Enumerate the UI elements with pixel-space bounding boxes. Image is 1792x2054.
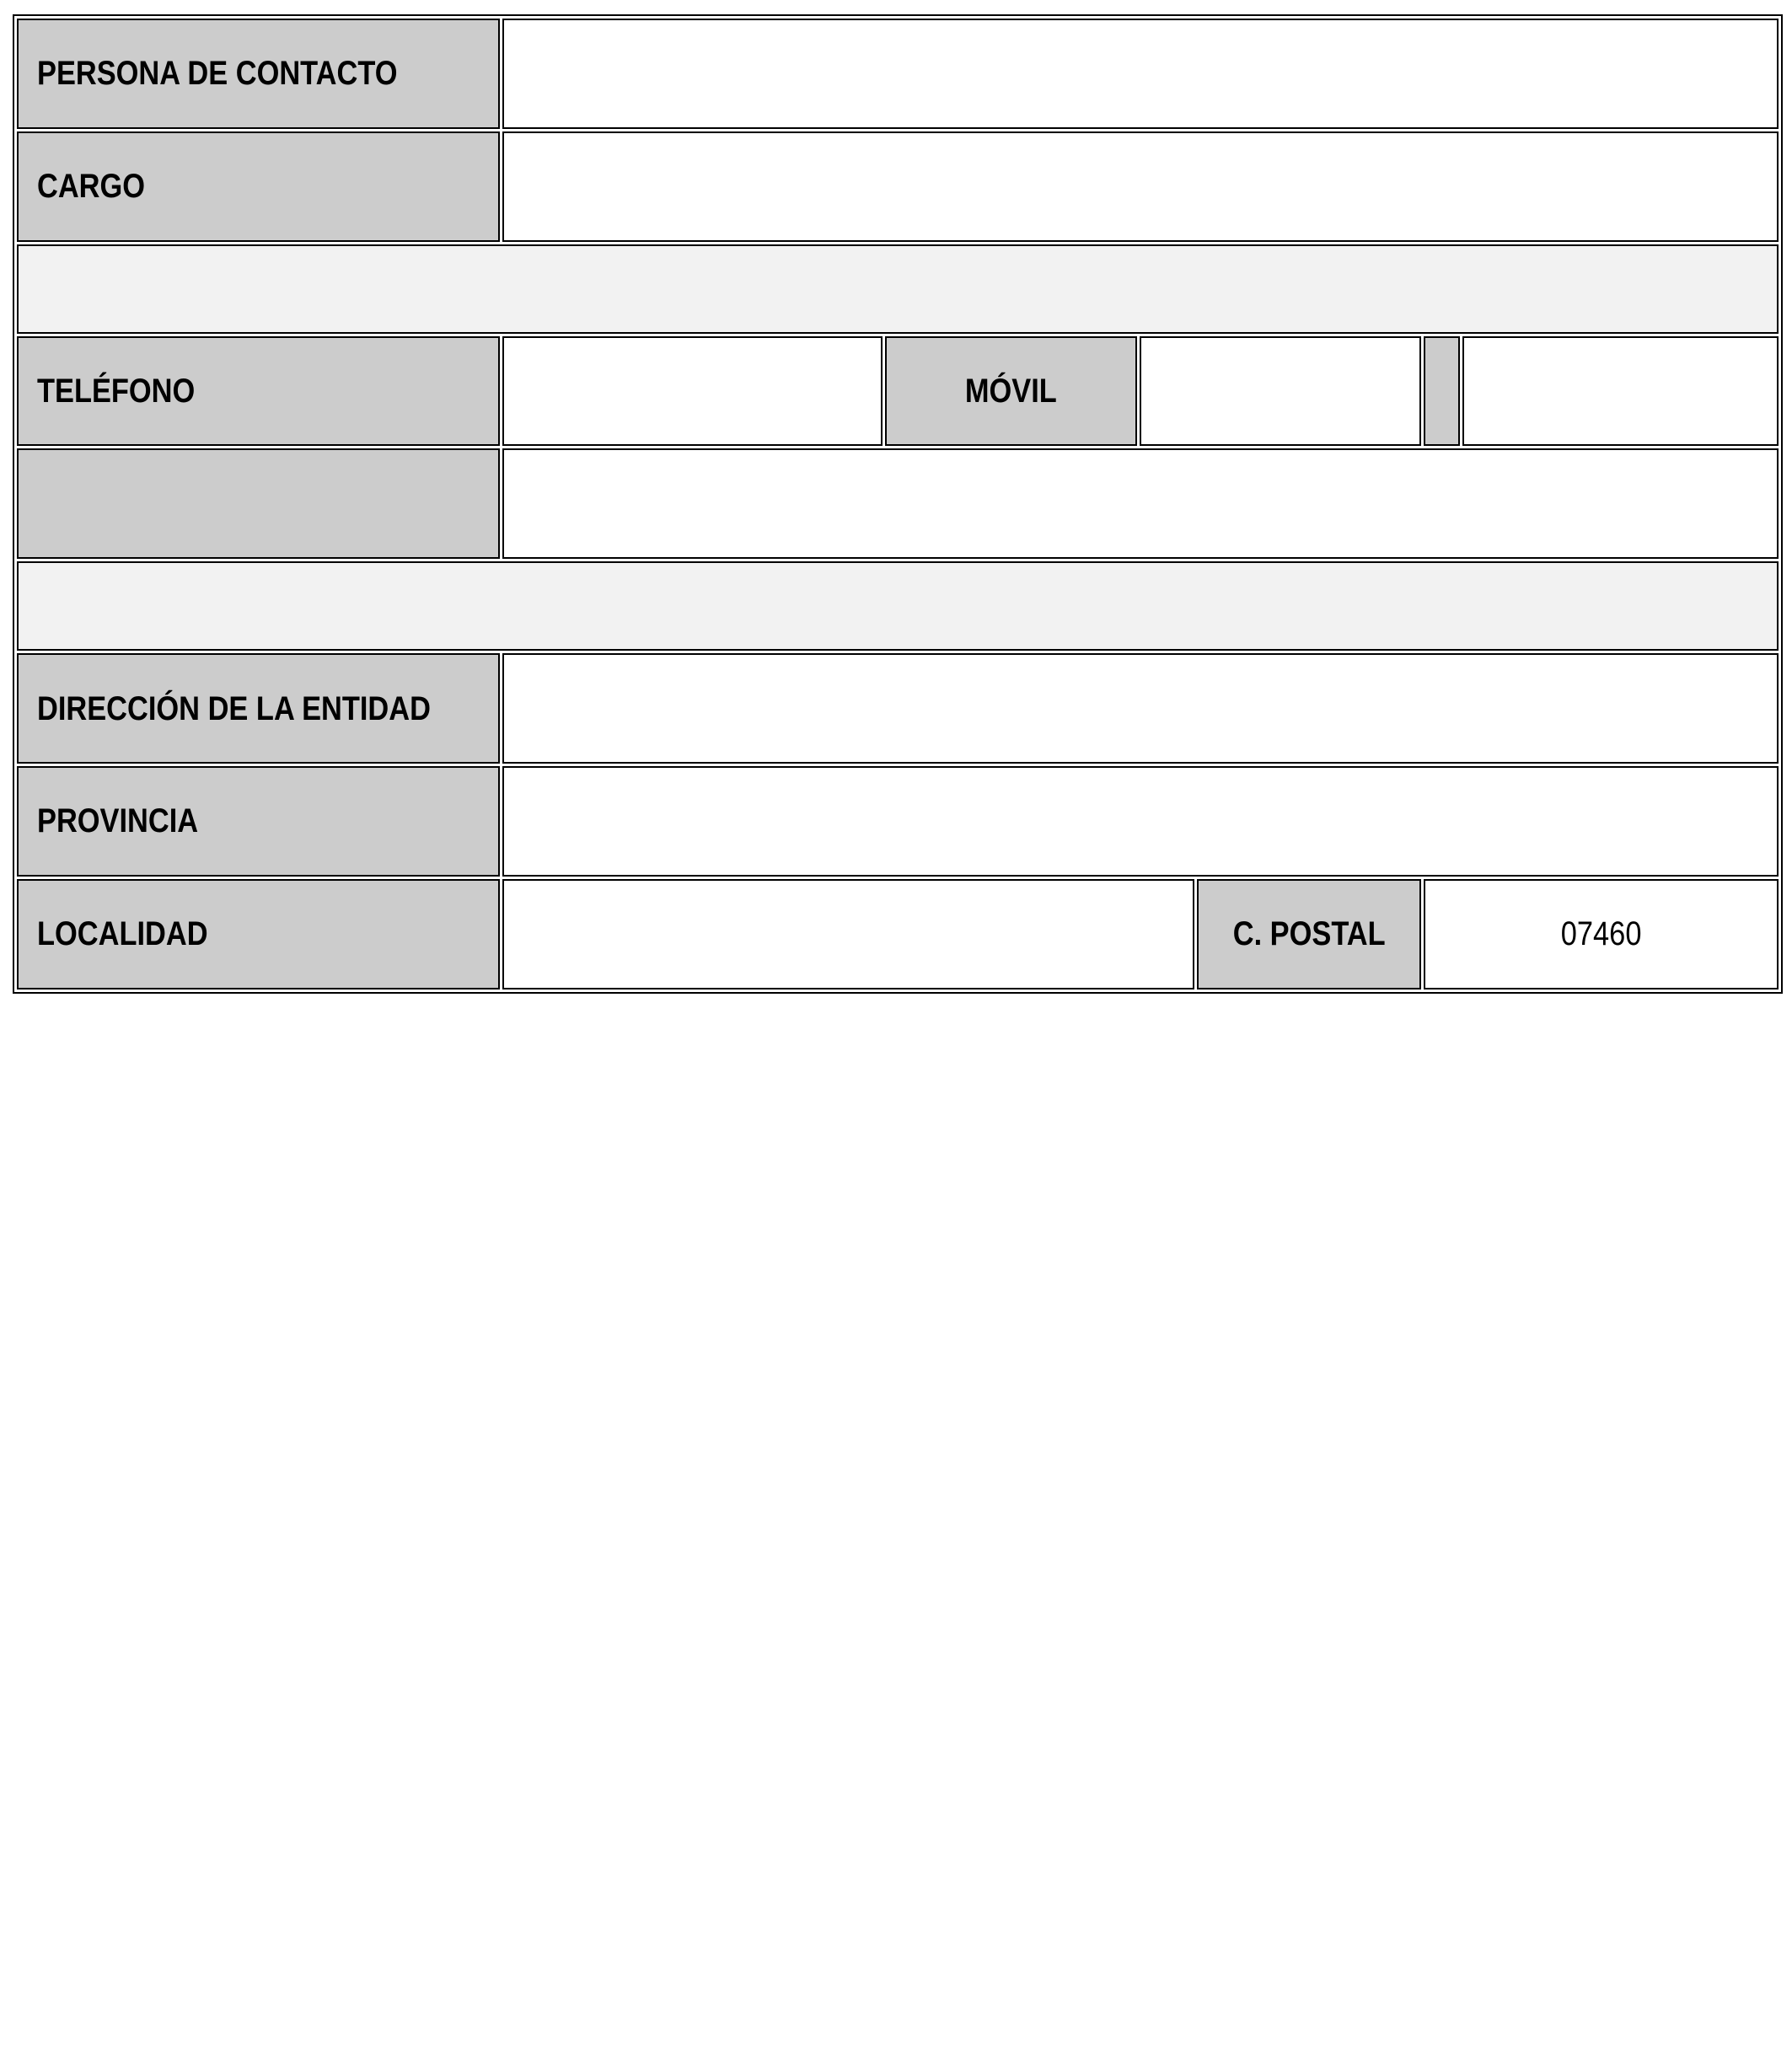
extra-phone-label: [1424, 336, 1461, 447]
postal-code-label: C. POSTAL: [1197, 879, 1421, 989]
contact-person-label: PERSONA DE CONTACTO: [17, 19, 500, 129]
mobile-label: MÓVIL: [885, 336, 1137, 447]
phone-field[interactable]: [502, 336, 883, 447]
unlabeled-field[interactable]: [502, 448, 1779, 559]
postal-code-field[interactable]: 07460: [1424, 879, 1779, 989]
separator-band: [17, 561, 1779, 651]
locality-field[interactable]: [502, 879, 1194, 989]
province-label: PROVINCIA: [17, 766, 500, 877]
province-field[interactable]: [502, 766, 1779, 877]
row-position: [17, 131, 1779, 242]
extra-phone-field[interactable]: [1462, 336, 1779, 447]
contact-form-table: [13, 14, 1783, 994]
separator-band: [17, 244, 1779, 334]
locality-label: LOCALIDAD: [17, 879, 500, 989]
row-locality: [17, 879, 1779, 989]
row-phones: [17, 336, 1779, 447]
row-separator-1: [17, 244, 1779, 334]
row-unlabeled: [17, 448, 1779, 559]
position-field[interactable]: [502, 131, 1779, 242]
phone-label: TELÉFONO: [17, 336, 500, 447]
mobile-field[interactable]: [1140, 336, 1421, 447]
contact-person-field[interactable]: [502, 19, 1779, 129]
entity-address-label: DIRECCIÓN DE LA ENTIDAD: [17, 653, 500, 764]
row-contact-person: [17, 19, 1779, 129]
unlabeled-label: [17, 448, 500, 559]
entity-address-field[interactable]: [502, 653, 1779, 764]
row-province: [17, 766, 1779, 877]
position-label: CARGO: [17, 131, 500, 242]
row-entity-address: [17, 653, 1779, 764]
row-separator-2: [17, 561, 1779, 651]
